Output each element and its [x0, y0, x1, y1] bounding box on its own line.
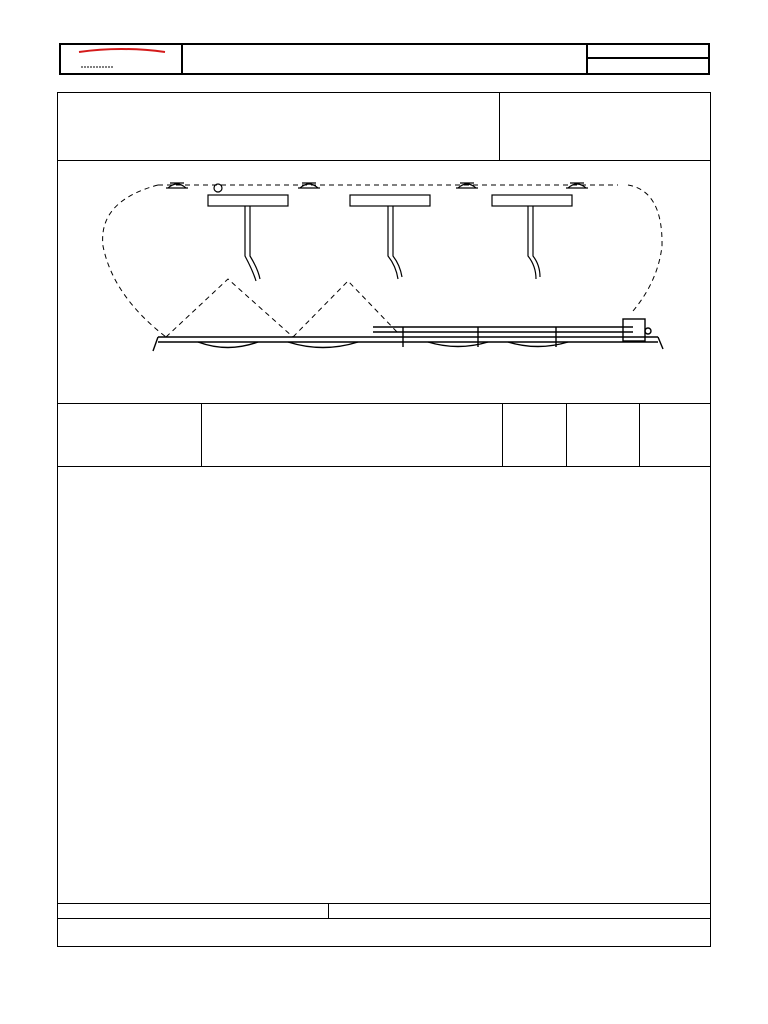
table-header-row — [58, 404, 710, 467]
divider — [328, 904, 329, 918]
rojas-logo-icon — [73, 48, 169, 70]
trailer-diagram — [58, 161, 710, 404]
spacer-row — [58, 893, 710, 904]
col-peligrosa — [639, 404, 710, 467]
signature-row — [58, 904, 710, 919]
intro-text — [58, 93, 500, 161]
evaluation-heading — [500, 93, 710, 161]
revision-label — [588, 45, 708, 59]
deficiency-table — [58, 404, 710, 467]
col-leve — [502, 404, 566, 467]
page-title — [181, 45, 589, 73]
document-header — [59, 43, 710, 75]
col-silo — [58, 404, 201, 467]
revision-box — [586, 45, 708, 73]
col-grave — [566, 404, 639, 467]
checklist-form — [57, 92, 711, 947]
col-deficiencias — [201, 404, 502, 467]
document-code — [588, 59, 708, 73]
company-logo — [61, 45, 183, 73]
silo-trailer-drawing — [58, 161, 710, 403]
